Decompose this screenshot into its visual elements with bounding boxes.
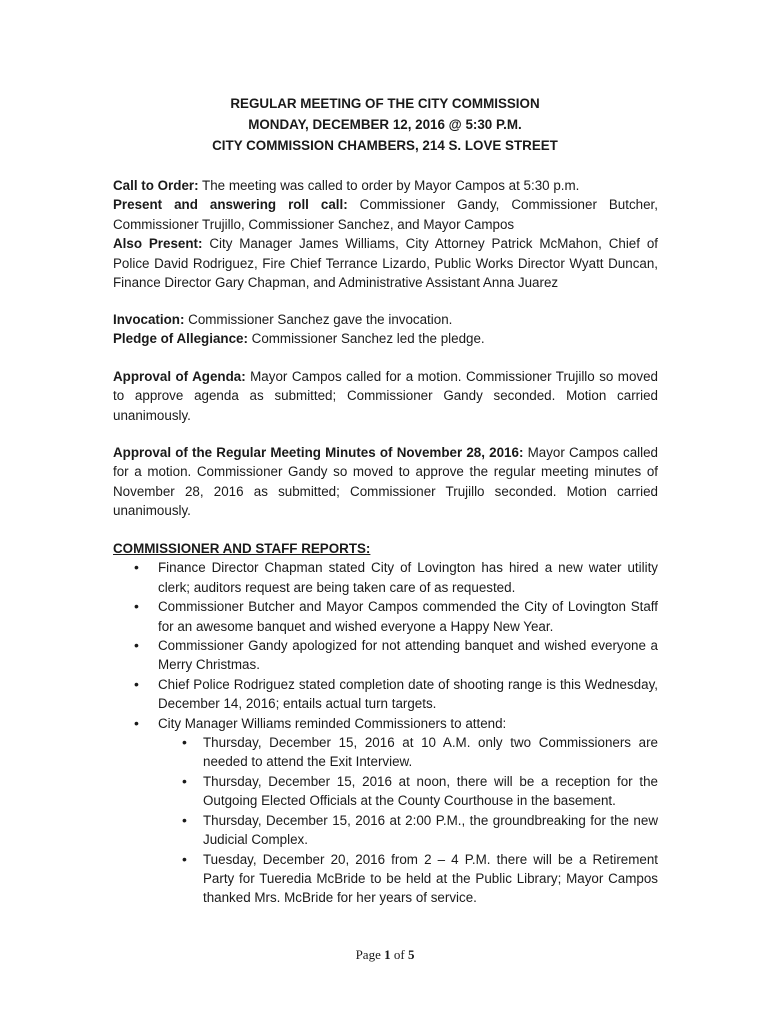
invocation-label: Invocation: (113, 312, 185, 327)
meeting-date: MONDAY, DECEMBER 12, 2016 @ 5:30 P.M. (248, 117, 522, 132)
pledge-text: Commissioner Sanchez led the pledge. (247, 331, 485, 347)
reports-list (113, 558, 658, 733)
list-item: • Finance Director Chapman stated City of Lovington has hired a new water utility clerk; auditors request are being taken care of as requested. (113, 558, 658, 597)
list-item: • Commissioner Gandy apologized for not attending banquet and wished everyone a Merry Christmas. (113, 636, 658, 675)
pledge (113, 329, 658, 348)
meeting-header (0, 93, 770, 156)
reminders-sublist (113, 733, 658, 908)
list-item: • Thursday, December 15, 2016 at noon, there will be a reception for the Outgoing Elected Officials at the County Courthouse in the basement. (113, 772, 658, 811)
approval-minutes-text: Mayor Campos called for a motion. Commissioner Gandy so moved to approve the regular meeting minutes of November 28, 2016 as submitted; Commissioner Trujillo seconded. Motion carried unanimously. (113, 445, 658, 519)
of-word: of (390, 947, 408, 962)
list-item: • Tuesday, December 20, 2016 from 2 – 4 P.M. there will be a Retirement Party for Tueredia McBride to be held at the Public Library; Mayor Campos thanked Mrs. McBride for her years of service. (113, 850, 658, 908)
approval-agenda (113, 367, 658, 425)
roll-call-label: Present and answering roll call: (113, 197, 348, 213)
roll-call (113, 195, 658, 234)
meeting-title: REGULAR MEETING OF THE CITY COMMISSION (230, 96, 540, 111)
list-item: • Chief Police Rodriguez stated completion date of shooting range is this Wednesday, December 14, 2016; entails actual turn targets. (113, 675, 658, 714)
reports-section (113, 539, 658, 908)
opening-block (113, 310, 658, 349)
list-item: • Thursday, December 15, 2016 at 10 A.M. only two Commissioners are needed to attend the Exit Interview. (113, 733, 658, 772)
also-present-text: City Manager James Williams, City Attorney Patrick McMahon, Chief of Police David Rodriguez, Fire Chief Terrance Lizardo, Public Works Director Wyatt Duncan, Finance Director Gary Chapman, and Administrative Assistant Anna Juarez (113, 236, 658, 291)
approval-minutes-label: Approval of the Regular Meeting Minutes of November 28, 2016: (113, 445, 524, 460)
page-word: Page (355, 947, 385, 962)
invocation-text: Commissioner Sanchez gave the invocation. (184, 312, 453, 327)
list-item: • Commissioner Butcher and Mayor Campos commended the City of Lovington Staff for an awesome banquet and wished everyone a Happy New Year. (113, 597, 658, 636)
list-item: • City Manager Williams reminded Commissioners to attend: (113, 714, 658, 733)
also-present-label: Also Present: (113, 236, 203, 252)
page-footer (0, 945, 770, 964)
attendance-block (113, 176, 658, 292)
approval-agenda-text: Mayor Campos called for a motion. Commissioner Trujillo so moved to approve agenda as submitted; Commissioner Gandy seconded. Motion carried unanimously. (113, 369, 658, 423)
pledge-label: Pledge of Allegiance: (113, 331, 248, 347)
also-present (113, 234, 658, 292)
meeting-location: CITY COMMISSION CHAMBERS, 214 S. LOVE STREET (212, 138, 558, 153)
call-to-order-text: The meeting was called to order by Mayor Campos at 5:30 p.m. (198, 178, 580, 193)
call-to-order (113, 176, 658, 195)
roll-call-text: Commissioner Gandy, Commissioner Butcher, Commissioner Trujillo, Commissioner Sanchez, and Mayor Campos (113, 197, 658, 232)
list-item: • Thursday, December 15, 2016 at 2:00 P.M., the groundbreaking for the new Judicial Complex. (113, 811, 658, 850)
page-number: 1 (384, 947, 391, 962)
approval-minutes (113, 443, 658, 521)
invocation (113, 310, 658, 329)
approval-agenda-label: Approval of Agenda: (113, 369, 246, 384)
reports-title: COMMISSIONER AND STAFF REPORTS: (113, 541, 371, 556)
call-to-order-label: Call to Order: (113, 178, 199, 193)
page-total: 5 (407, 947, 415, 962)
